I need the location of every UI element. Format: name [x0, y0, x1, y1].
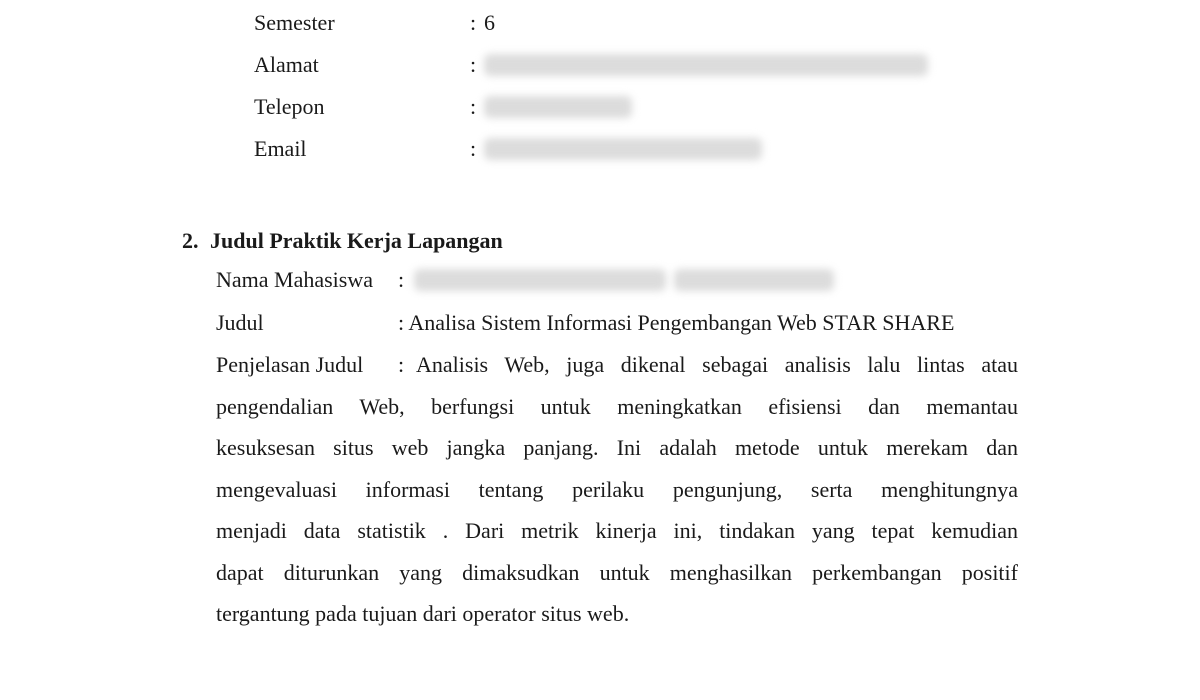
penjelasan-line-1: Analisis Web, juga dikenal sebagai analisis lalu lintas atau — [416, 352, 1018, 377]
section-number: 2. — [182, 228, 199, 253]
penjelasan-line-5: menjadi data statistik . Dari metrik kinerja ini, tindakan yang tepat kemudian — [216, 518, 1018, 543]
email-row — [254, 134, 954, 164]
telepon-row — [254, 92, 954, 122]
semester-row — [254, 8, 954, 38]
semester-value: 6 — [484, 10, 495, 35]
email-redacted — [484, 138, 762, 160]
judul-row — [216, 308, 1026, 338]
penjelasan-line-3: kesuksesan situs web jangka panjang. Ini adalah metode untuk merekam dan — [216, 435, 1018, 460]
penjelasan-line-6: dapat diturunkan yang dimaksudkan untuk menghasilkan perkembangan positif — [216, 560, 1018, 585]
penjelasan-colon: : — [398, 352, 405, 377]
email-label: Email — [254, 136, 307, 161]
penjelasan-line-2: pengendalian Web, berfungsi untuk meningkatkan efisiensi dan memantau — [216, 394, 1018, 419]
penjelasan-label: Penjelasan Judul — [216, 352, 364, 377]
semester-colon: : — [470, 10, 477, 35]
penjelasan-line-4: mengevaluasi informasi tentang perilaku pengunjung, serta menghitungnya — [216, 477, 1018, 502]
alamat-row — [254, 50, 954, 80]
nama-label: Nama Mahasiswa — [216, 267, 374, 292]
penjelasan-line-7: tergantung pada tujuan dari operator situs web. — [216, 601, 630, 626]
nim-redacted — [674, 269, 834, 291]
telepon-label: Telepon — [254, 94, 325, 119]
section-title: Judul Praktik Kerja Lapangan — [210, 228, 503, 253]
judul-label: Judul — [216, 310, 264, 335]
nama-row — [216, 265, 916, 295]
judul-value: : Analisa Sistem Informasi Pengembangan Web STAR SHARE — [398, 310, 955, 335]
nama-redacted — [414, 269, 666, 291]
alamat-label: Alamat — [254, 52, 319, 77]
telepon-colon: : — [470, 94, 477, 119]
semester-label: Semester — [254, 10, 335, 35]
alamat-redacted — [484, 54, 928, 76]
email-colon: : — [470, 136, 477, 161]
telepon-redacted — [484, 96, 632, 118]
nama-colon: : — [398, 267, 405, 292]
section-heading — [182, 226, 503, 256]
alamat-colon: : — [470, 52, 477, 77]
